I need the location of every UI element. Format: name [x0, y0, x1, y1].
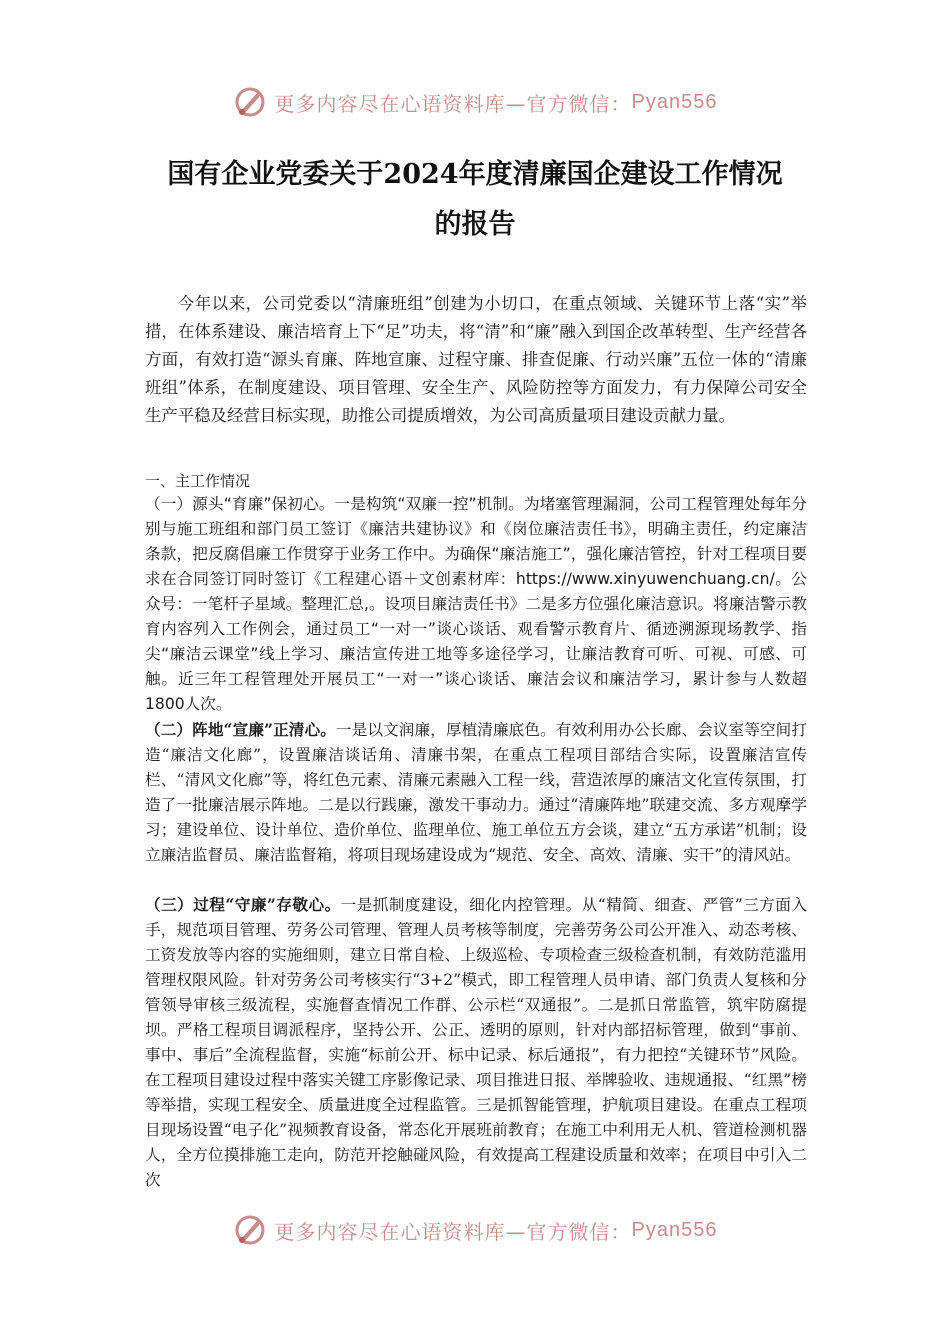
- watermark-wechat-id: Pyan556: [631, 90, 718, 113]
- title-line-2: 的报告: [434, 209, 516, 240]
- document-title: [120, 150, 830, 250]
- subheading-position-integrity: （二）阵地“宣廉”正清心。: [145, 720, 336, 739]
- watermark-text: 更多内容尽在心语资料库—官方微信：: [274, 91, 632, 116]
- paragraph-source-integrity: （一）源头“育廉”保初心。一是构筑“双廉一控”机制。为堵塞管理漏洞，公司工程管理处每年分别与施工班组和部门员工签订《廉洁共建协议》和《岗位廉洁责任书》，明确主责任，约定廉洁条款，把反腐倡廉工作贯穿于业务工作中。为确保“廉洁施工”，强化廉洁管控，针对工程项目要求在合同签订同时签订《工程建心语＋文创素材库：https://www.xinyuwenchuang.cn/。公众号：一笔杆子星域。整理汇总,。设项目廉洁责任书》二是多方位强化廉洁意识。将廉洁警示教育内容列入工作例会，通过员工“一对一”谈心谈话、观看警示教育片、循迹溯源现场教学、指尖“廉洁云课堂”线上学习、廉洁宣传进工地等多途径学习，让廉洁教育可听、可视、可感、可触。近三年工程管理处开展员工“一对一”谈心谈话、廉洁会议和廉洁学习，累计参与人数超1800人次。: [145, 495, 807, 713]
- paragraph-position-integrity: [145, 717, 807, 868]
- paragraph-process-integrity: [145, 892, 807, 1193]
- title-line-1: 国有企业党委关于2024年度清廉国企建设工作情况: [167, 159, 783, 190]
- paragraph-text: 一是以文润廉，厚植清廉底色。有效利用办公长廊、会议室等空间打造“廉洁文化廊”，设置廉洁谈话角、清廉书架，在重点工程项目部结合实际，设置廉洁宣传栏、“清风文化廊”等，将红色元素、清廉元素融入工程一线，营造浓厚的廉洁文化宣传氛围，打造了一批廉洁展示阵地。二是以行践廉，激发干事动力。通过“清廉阵地”联建交流、多方观摩学习；建设单位、设计单位、造价单位、监理单位、施工单位五方会谈，建立“五方承诺”机制；设立廉洁监督员、廉洁监督箱，将项目现场建设成为“规范、安全、高效、清廉、实干”的清风站。: [145, 721, 807, 864]
- intro-paragraph: 今年以来，公司党委以“清廉班组”创建为小切口，在重点领域、关键环节上落“实”举措，在体系建设、廉洁培育上下“足”功夫，将“清”和“廉”融入到国企改革转型、生产经营各方面，有效打造“源头育廉、阵地宣廉、过程守廉、排查促廉、行动兴廉”五位一体的“清廉班组”体系，在制度建设、项目管理、安全生产、风险防控等方面发力，有力保障公司安全生产平稳及经营目标实现，助推公司提质增效，为公司高质量项目建设贡献力量。: [145, 294, 807, 425]
- watermark-header: [0, 82, 950, 122]
- brush-logo-icon: [233, 1213, 267, 1247]
- subheading-process-integrity: （三）过程“守廉”存敬心。: [145, 895, 341, 914]
- watermark-wechat-id: Pyan556: [631, 1218, 718, 1241]
- paragraph-text: 一是抓制度建设，细化内控管理。从“精简、细查、严管”三方面入手，规范项目管理、劳务公司管理、管理人员考核等制度，完善劳务公司公开准入、动态考核、工资发放等内容的实施细则，建立日常自检、上级巡检、专项检查三级检查机制，有效防范滥用管理权限风险。针对劳务公司考核实行“3+2”模式，即工程管理人员申请、部门负责人复核和分管领导审核三级流程，实施督查情况工作群、公示栏“双通报”。二是抓日常监管，筑牢防腐提坝。严格工程项目调派程序，坚持公开、公正、透明的原则，针对内部招标管理，做到“事前、事中、事后”全流程监督，实施“标前公开、标中记录、标后通报”，有力把控“关键环节”风险。在工程项目建设过程中落实关键工序影像记录、项目推进日报、举牌验收、违规通报、“红黑”榜等举措，实现工程安全、质量进度全过程监管。三是抓智能管理，护航项目建设。在重点工程项目现场设置“电子化”视频教育设备，常态化开展班前教育；在施工中利用无人机、管道检测机器人，全方位摸排施工走向，防范开挖触碰风险，有效提高工程建设质量和效率；在项目中引入二次: [145, 896, 807, 1189]
- brush-logo-icon: [233, 85, 267, 119]
- section-heading: 一、主工作情况: [145, 472, 251, 490]
- watermark-text: 更多内容尽在心语资料库—官方微信：: [274, 1219, 632, 1244]
- watermark-footer: [0, 1210, 950, 1250]
